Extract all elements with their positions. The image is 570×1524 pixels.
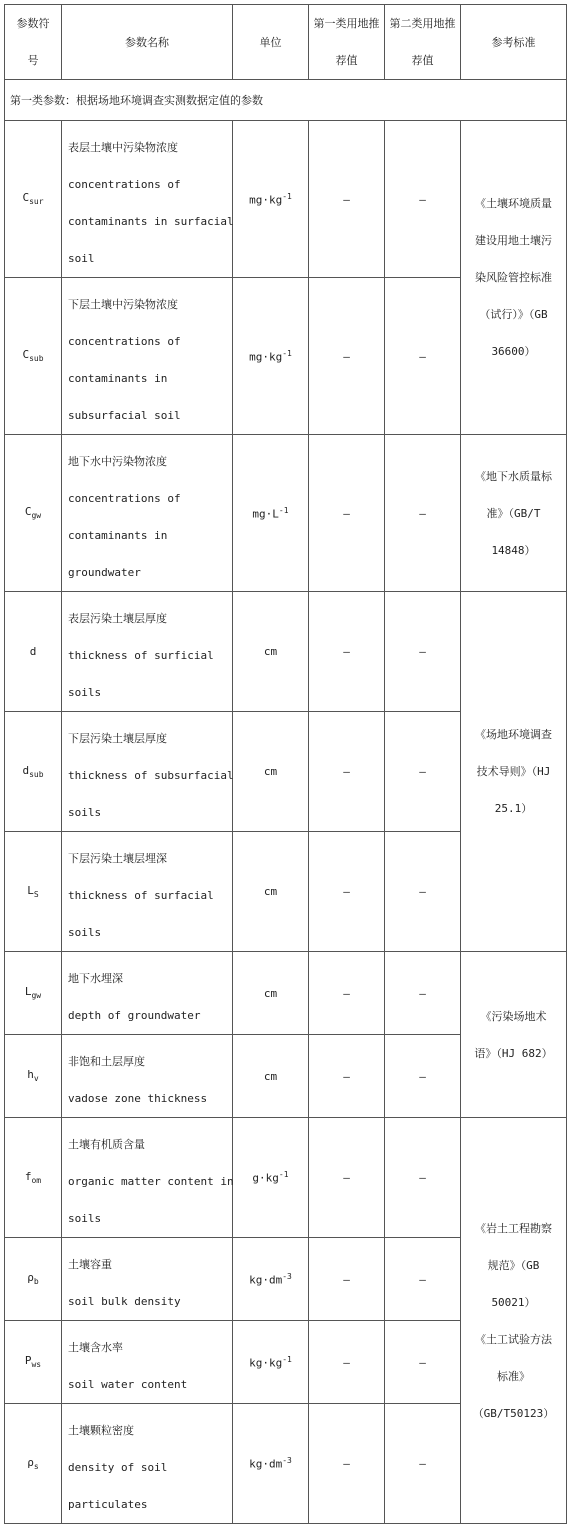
reference-standard bbox=[461, 592, 567, 952]
header-symbol: 参数符号 bbox=[5, 5, 62, 80]
symbol-subscript: S bbox=[33, 890, 39, 900]
param-symbol bbox=[5, 952, 62, 1035]
param-name-en: thickness of surfacial bbox=[68, 889, 214, 902]
param-name-cn: 下层土壤中污染物浓度 bbox=[68, 298, 178, 311]
param-name-en: contaminants in bbox=[68, 529, 168, 542]
reference-line: 25.1） bbox=[494, 802, 533, 815]
param-name-en: soil bulk density bbox=[68, 1295, 181, 1308]
symbol-text: P bbox=[24, 1354, 32, 1368]
symbol-text: ρ bbox=[27, 1271, 34, 1285]
param-name bbox=[62, 435, 233, 592]
param-name-en: concentrations of bbox=[68, 335, 181, 348]
reference-line: 语》（HJ 682） bbox=[474, 1046, 553, 1060]
class2-value: – bbox=[385, 1118, 461, 1238]
class1-value: – bbox=[309, 435, 385, 592]
reference-line: 准》（GB/T bbox=[486, 506, 541, 520]
symbol-text: C bbox=[22, 348, 30, 362]
param-name bbox=[62, 278, 233, 435]
param-name-cn: 土壤含水率 bbox=[68, 1341, 123, 1354]
reference-line: 规范》（GB bbox=[487, 1258, 540, 1272]
reference-standard bbox=[461, 121, 567, 435]
class2-value: – bbox=[385, 832, 461, 952]
param-name-en: contaminants in bbox=[68, 372, 168, 385]
param-name-en: organic matter content in bbox=[68, 1175, 234, 1188]
param-symbol bbox=[5, 1035, 62, 1118]
param-name bbox=[62, 952, 233, 1035]
param-name bbox=[62, 1321, 233, 1404]
symbol-text: h bbox=[27, 1068, 34, 1082]
class2-value: – bbox=[385, 435, 461, 592]
param-name-en: density of soil bbox=[68, 1461, 168, 1474]
reference-line: 《场地环境调查 bbox=[475, 728, 552, 741]
header-ref: 参考标准 bbox=[461, 5, 567, 80]
param-name-en: thickness of subsurfacial bbox=[68, 769, 234, 782]
symbol-subscript: ws bbox=[31, 1360, 42, 1370]
param-name bbox=[62, 1118, 233, 1238]
parameter-table bbox=[4, 4, 567, 1524]
param-name-en: particulates bbox=[68, 1498, 148, 1511]
reference-line: 14848） bbox=[491, 543, 536, 557]
param-unit bbox=[233, 832, 309, 952]
param-name-en: soils bbox=[68, 1212, 102, 1225]
symbol-subscript: v bbox=[33, 1074, 39, 1084]
param-name bbox=[62, 1035, 233, 1118]
param-symbol bbox=[5, 121, 62, 278]
symbol-subscript: sur bbox=[29, 197, 44, 207]
unit-text: mg·L bbox=[252, 507, 279, 521]
param-name-cn: 下层污染土壤层埋深 bbox=[68, 852, 167, 865]
param-symbol bbox=[5, 832, 62, 952]
param-name-cn: 表层土壤中污染物浓度 bbox=[68, 141, 178, 154]
symbol-subscript: gw bbox=[31, 511, 42, 521]
class2-value: – bbox=[385, 1321, 461, 1404]
param-unit bbox=[233, 1404, 309, 1524]
symbol-subscript: sub bbox=[29, 770, 44, 780]
param-name-cn: 地下水中污染物浓度 bbox=[68, 455, 167, 468]
class1-value: – bbox=[309, 1238, 385, 1321]
symbol-subscript: s bbox=[33, 1462, 39, 1472]
unit-exponent: -3 bbox=[282, 1456, 292, 1466]
class2-value: – bbox=[385, 712, 461, 832]
param-symbol bbox=[5, 1118, 62, 1238]
class2-value: – bbox=[385, 278, 461, 435]
param-name-en: soils bbox=[68, 686, 102, 699]
class1-value: – bbox=[309, 592, 385, 712]
param-unit bbox=[233, 1321, 309, 1404]
param-name-cn: 表层污染土壤层厚度 bbox=[68, 612, 167, 625]
param-symbol bbox=[5, 435, 62, 592]
param-name-cn: 非饱和土层厚度 bbox=[68, 1055, 145, 1068]
symbol-text: f bbox=[24, 1169, 32, 1183]
class1-value: – bbox=[309, 1035, 385, 1118]
symbol-text: L bbox=[24, 985, 32, 999]
table-header-row bbox=[5, 5, 567, 80]
param-name bbox=[62, 1404, 233, 1524]
class2-value: – bbox=[385, 952, 461, 1035]
unit-text: kg·kg bbox=[249, 1356, 283, 1370]
class1-value: – bbox=[309, 1404, 385, 1524]
param-name-en: subsurfacial soil bbox=[68, 409, 181, 422]
param-name-en: soil water content bbox=[68, 1378, 188, 1391]
symbol-text: C bbox=[22, 191, 30, 205]
class1-value: – bbox=[309, 1321, 385, 1404]
unit-text: mg·kg bbox=[249, 350, 283, 364]
param-unit bbox=[233, 1118, 309, 1238]
unit-exponent: -1 bbox=[278, 1170, 289, 1180]
table-row bbox=[5, 952, 567, 1035]
symbol-text: d bbox=[22, 763, 30, 777]
table-body bbox=[5, 121, 567, 1524]
param-unit bbox=[233, 1035, 309, 1118]
category-row bbox=[5, 80, 567, 121]
class1-value: – bbox=[309, 1118, 385, 1238]
class1-value: – bbox=[309, 832, 385, 952]
param-name-cn: 土壤容重 bbox=[68, 1258, 112, 1271]
param-name bbox=[62, 832, 233, 952]
table-row bbox=[5, 1118, 567, 1238]
unit-text: cm bbox=[263, 1069, 278, 1083]
symbol-text: ρ bbox=[27, 1455, 34, 1469]
unit-exponent: -1 bbox=[282, 1354, 292, 1364]
param-name-en: concentrations of bbox=[68, 492, 181, 505]
unit-text: cm bbox=[263, 765, 278, 778]
param-symbol bbox=[5, 712, 62, 832]
param-symbol bbox=[5, 592, 62, 712]
param-symbol bbox=[5, 1321, 62, 1404]
param-unit bbox=[233, 435, 309, 592]
symbol-subscript: om bbox=[31, 1176, 42, 1186]
param-symbol bbox=[5, 278, 62, 435]
reference-standard bbox=[461, 1118, 567, 1524]
unit-exponent: -1 bbox=[282, 191, 292, 201]
class1-value: – bbox=[309, 278, 385, 435]
symbol-subscript: b bbox=[33, 1277, 39, 1287]
symbol-subscript: gw bbox=[31, 991, 42, 1001]
reference-line: 建设用地土壤污 bbox=[475, 234, 552, 247]
unit-text: cm bbox=[263, 885, 278, 898]
reference-standard bbox=[461, 435, 567, 592]
param-name-en: soils bbox=[68, 806, 102, 819]
param-name-en: groundwater bbox=[68, 566, 141, 579]
unit-text: cm bbox=[263, 645, 278, 658]
symbol-text: C bbox=[24, 505, 32, 519]
class1-value: – bbox=[309, 712, 385, 832]
param-name bbox=[62, 1238, 233, 1321]
unit-text: kg·dm bbox=[249, 1273, 283, 1287]
class2-value: – bbox=[385, 121, 461, 278]
reference-line: 技术导则》（HJ bbox=[476, 765, 551, 778]
reference-line: 《地下水质量标 bbox=[475, 469, 552, 483]
param-unit bbox=[233, 121, 309, 278]
symbol-text: d bbox=[29, 645, 37, 658]
param-name-en: concentrations of bbox=[68, 178, 181, 191]
param-name-cn: 土壤颗粒密度 bbox=[68, 1424, 134, 1437]
reference-line: 《土工试验方法 bbox=[475, 1332, 552, 1346]
reference-line: （GB/T50123） bbox=[472, 1406, 555, 1420]
param-name-cn: 地下水埋深 bbox=[68, 972, 123, 985]
param-name bbox=[62, 121, 233, 278]
table-row bbox=[5, 435, 567, 592]
reference-line: 50021） bbox=[491, 1295, 536, 1309]
header-unit: 单位 bbox=[233, 5, 309, 80]
param-unit bbox=[233, 1238, 309, 1321]
header-class2: 第二类用地推荐值 bbox=[385, 5, 461, 80]
param-name-cn: 下层污染土壤层厚度 bbox=[68, 732, 167, 745]
param-name-en: soil bbox=[68, 252, 95, 265]
param-name-en: vadose zone thickness bbox=[68, 1092, 208, 1105]
param-unit bbox=[233, 712, 309, 832]
reference-line: 标准》 bbox=[497, 1369, 530, 1383]
param-name-cn: 土壤有机质含量 bbox=[68, 1138, 145, 1151]
header-name: 参数名称 bbox=[62, 5, 233, 80]
reference-line: 染风险管控标准 bbox=[475, 271, 552, 284]
unit-text: g·kg bbox=[252, 1171, 279, 1185]
class2-value: – bbox=[385, 1238, 461, 1321]
class1-value: – bbox=[309, 952, 385, 1035]
unit-exponent: -1 bbox=[278, 505, 289, 515]
param-name-en: thickness of surficial bbox=[68, 649, 214, 662]
param-symbol bbox=[5, 1404, 62, 1524]
unit-text: cm bbox=[263, 986, 278, 1000]
unit-text: mg·kg bbox=[249, 193, 283, 207]
header-class1: 第一类用地推荐值 bbox=[309, 5, 385, 80]
param-name bbox=[62, 712, 233, 832]
symbol-text: L bbox=[27, 883, 34, 897]
table-row bbox=[5, 592, 567, 712]
reference-line: 《污染场地术 bbox=[480, 1009, 547, 1023]
param-unit bbox=[233, 592, 309, 712]
class2-value: – bbox=[385, 592, 461, 712]
table-row bbox=[5, 121, 567, 278]
symbol-subscript: sub bbox=[29, 354, 44, 364]
param-name bbox=[62, 592, 233, 712]
reference-standard bbox=[461, 952, 567, 1118]
unit-exponent: -3 bbox=[282, 1271, 292, 1281]
param-symbol bbox=[5, 1238, 62, 1321]
param-name-en: contaminants in surfacial bbox=[68, 215, 234, 228]
reference-line: 36600） bbox=[491, 345, 536, 358]
class1-value: – bbox=[309, 121, 385, 278]
unit-text: kg·dm bbox=[249, 1457, 283, 1471]
class2-value: – bbox=[385, 1404, 461, 1524]
reference-line: （试行）》（GB bbox=[479, 308, 548, 321]
param-name-en: depth of groundwater bbox=[68, 1009, 201, 1022]
unit-exponent: -1 bbox=[282, 348, 292, 358]
reference-line: 《岩土工程勘察 bbox=[475, 1221, 552, 1235]
class2-value: – bbox=[385, 1035, 461, 1118]
reference-line: 《土壤环境质量 bbox=[475, 197, 552, 210]
param-name-en: soils bbox=[68, 926, 102, 939]
param-unit bbox=[233, 952, 309, 1035]
category-label: 第一类参数：根据场地环境调查实测数据定值的参数 bbox=[5, 80, 567, 121]
param-unit bbox=[233, 278, 309, 435]
